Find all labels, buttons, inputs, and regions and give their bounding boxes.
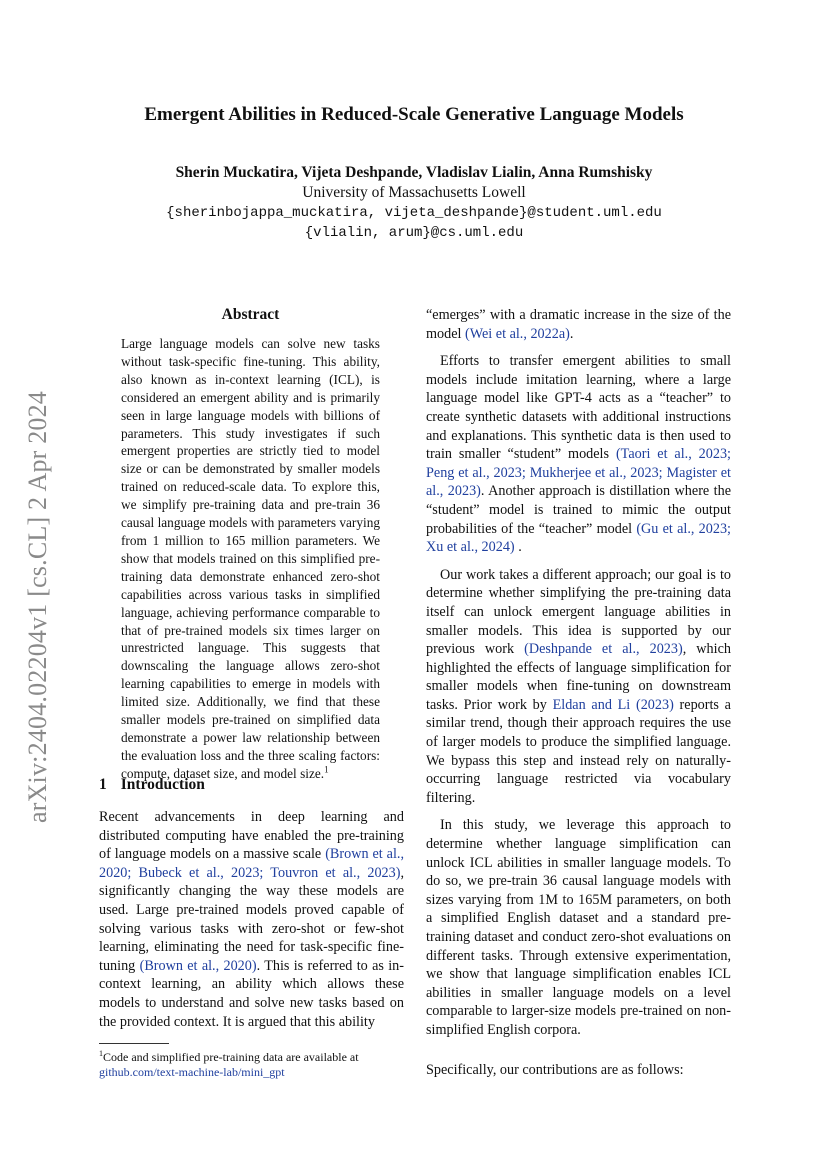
text-run: Efforts to transfer emergent abilities to small models include imitation learning, where a large language model like GPT-4 acts as a “teacher” to create synthetic datasets with additional instructions and explanations. This synthetic data is then used to train smaller “student” models [426, 353, 731, 463]
citation-link[interactable]: (Wei et al., 2022a) [465, 325, 570, 342]
footnote-number: 1 [99, 1049, 103, 1058]
author-names: Sherin Muckatira, Vijeta Deshpande, Vladislav Lialin, Anna Rumshisky [175, 164, 653, 181]
abstract-body: Large language models can solve new tasks without task-specific fine-tuning. This ability, also known as in-context learning (ICL), is considered an emergent ability and is primarily seen in large language models with billions of parameters. This study investigates if such emergent properties are strictly tied to model size or can be demonstrated by smaller models trained on reduced-scale data. To explore this, we simplify pre-training data and pre-train 36 causal language models with parameters varying from 1 million to 165 million parameters. We show that models trained on this simplified pre-training data demonstrate enhanced zero-shot capabilities across various tasks in simplified language, achieving performance comparable to that of pre-trained models six times larger on unrestricted language. This suggests that downscaling the language allows zero-shot learning capabilities to emerge in models with limited size. Additionally, we find that these smaller models pre-trained on simplified data demonstrate a power law relationship between the evaluation loss and the three scaling factors: compute, dataset size, and model size. [121, 336, 380, 781]
author-block [0, 163, 828, 243]
text-run: , which highlighted the effects of language simplification for smaller models when fine-tuning on downstream tasks. Prior work by [426, 641, 731, 713]
citation-link[interactable]: (Deshpande et al., 2023) [524, 641, 683, 658]
footnote-marker[interactable]: 1 [324, 764, 329, 775]
paper-title: Emergent Abilities in Reduced-Scale Generative Language Models [144, 104, 684, 125]
left-column [99, 808, 404, 1031]
text-run: , significantly changing the way these models are used. Large pre-trained models proved capable of solving various tasks with zero-shot or few-shot learning, eliminating the need for task-specific fine-tuning [99, 864, 404, 974]
text-run: . [514, 539, 522, 556]
email-line-1: {sherinbojappa_muckatira, vijeta_deshpande}@student.uml.edu [166, 205, 662, 221]
right-paragraph-2 [426, 566, 731, 808]
text-run: reports a similar trend, though their approach requires the use of larger models to produce the simplified language. We bypass this step and instead rely on naturally-occurring language restricted via vocabulary filtering. [426, 696, 731, 806]
citation-link[interactable]: Eldan and Li (2023) [552, 696, 674, 713]
text-run: Recent advancements in deep learning and distributed computing have enabled the pre-training of language models on a massive scale [99, 809, 404, 863]
footnote-divider [99, 1043, 169, 1044]
section-title: Introduction [120, 776, 205, 793]
text-run: “emerges” with a dramatic increase in the size of the model [426, 307, 731, 342]
intro-paragraph-1 [99, 808, 404, 1031]
abstract-heading: Abstract [221, 306, 280, 323]
text-run: Our work takes a different approach; our goal is to determine whether simplifying the pre-training data itself can unlock emergent language abilities in smaller models. This idea is supported by our previous work [426, 566, 731, 658]
affiliation: University of Massachusetts Lowell [302, 184, 526, 201]
abstract-text [121, 335, 380, 783]
text-run: . This is referred to as in-context learning, an ability which allows these models to understand and solve new tasks based on the provided context. It is argued that this ability [99, 957, 404, 1030]
abstract [121, 306, 380, 783]
section-number: 1 [99, 776, 107, 793]
right-paragraph-3: In this study, we leverage this approach to determine whether language simplification can unlock ICL abilities in smaller language models. To do so, we pre-train 36 causal language models with sizes varying from 1M to 165M parameters, on both a simplified English dataset and a standard pre-training dataset and conduct zero-shot evaluations on different tasks. Through extensive experimentation, we show that language simplification enables ICL abilities in smaller language models on a level comparable to larger-size models pre-trained on non-simplified English corpora. [426, 817, 731, 1038]
footnote [99, 1050, 404, 1080]
email-line-2: {vlialin, arum}@cs.uml.edu [304, 225, 524, 241]
contributions-lead: Specifically, our contributions are as follows: [426, 1062, 684, 1078]
text-run: . [569, 325, 574, 342]
citation-link[interactable]: (Brown et al., 2020; Bubeck et al., 2023; Touvron et al., 2023) [99, 846, 404, 881]
footnote-text: Code and simplified pre-training data are available at [103, 1050, 359, 1064]
arxiv-sidebar-stamp [14, 372, 62, 842]
right-paragraph-0 [426, 306, 731, 343]
right-column [426, 306, 731, 1049]
arxiv-id: arXiv:2404.02204v1 [cs.CL] 2 Apr 2024 [23, 390, 52, 824]
right-paragraph-1 [426, 352, 731, 557]
citation-link[interactable]: (Gu et al., 2023; Xu et al., 2024) [426, 520, 731, 556]
text-run: . Another approach is distillation where the “student” model is trained to mimic the output probabilities of the “teacher” model [426, 483, 731, 537]
section-heading-introduction [99, 776, 205, 794]
citation-link[interactable]: (Brown et al., 2020) [139, 957, 257, 974]
footnote-link[interactable]: github.com/text-machine-lab/mini_gpt [99, 1065, 285, 1079]
citation-link[interactable]: (Taori et al., 2023; Peng et al., 2023; Mukherjee et al., 2023; Magister et al., 2023) [426, 446, 731, 500]
